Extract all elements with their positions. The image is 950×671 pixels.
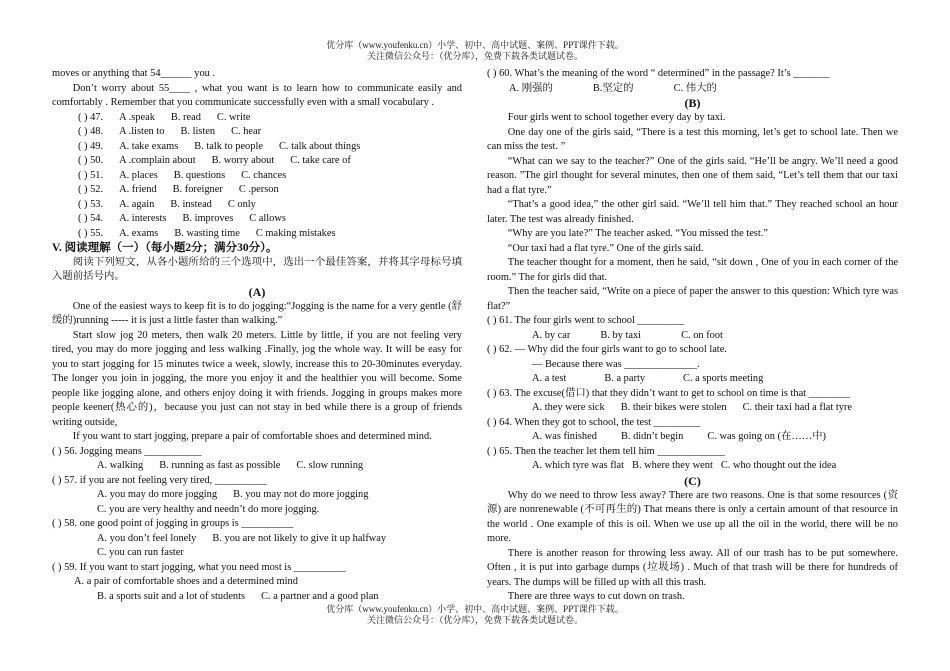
question-row: ( ) 48. A .listen to B. listen C. hear bbox=[78, 126, 262, 137]
cloze-text: Don’t worry about 55____ , what you want is to learn how to communicate easily and comfortably . Remember that you communicate successfully even with a small vocabulary . bbox=[52, 82, 462, 108]
passage-a-title: (A) bbox=[248, 284, 266, 299]
question-stem: ( ) 65. Then the teacher let them tell him _____________ bbox=[487, 445, 725, 457]
question-row: ( ) 50. A .complain about B. worry about C. take care of bbox=[78, 155, 351, 166]
question-row: ( ) 55. A. exams B. wasting time C making mistakes bbox=[78, 227, 336, 239]
question-options: A. which tyre was flat B. where they went C. who thought out the idea bbox=[532, 460, 837, 471]
passage-b-paragraph: “That’s a good idea,” the other girl said. “We’ll tell him that.” They reached school an hour later. The test was already finished. bbox=[487, 199, 898, 225]
question-stem: ( ) 61. The four girls went to school _________ bbox=[487, 315, 685, 326]
passage-b-paragraph: “Our taxi had a flat tyre.” One of the girls said. bbox=[507, 242, 704, 254]
question-stem: ( ) 63. The excuse(借口) that they didn’t want to get to school on time is that ________ bbox=[487, 387, 851, 399]
passage-c-paragraph: There are three ways to cut down on trash. bbox=[507, 591, 685, 602]
section-title: V. 阅读理解（一）（每小题2分；满分30分）。 bbox=[52, 242, 278, 254]
question-row: ( ) 54. A. interests B. improves C allows bbox=[78, 213, 286, 224]
passage-c-title: (C) bbox=[684, 473, 701, 488]
header-line-2: 关注微信公众号：（优分库），免费下载各类试题试卷。 bbox=[366, 51, 583, 61]
question-stem: ( ) 64. When they got to school, the test _________ bbox=[487, 416, 701, 428]
question-row: ( ) 47. A .speak B. read C. write bbox=[78, 111, 251, 123]
question-options: B. a sports suit and a lot of students C. a partner and a good plan bbox=[97, 590, 379, 602]
question-stem: ( ) 58. one good point of jogging in groups is __________ bbox=[52, 518, 294, 529]
footer-line-2: 关注微信公众号：（优分库），免费下载各类试题试卷。 bbox=[366, 615, 583, 625]
question-row: ( ) 51. A. places B. questions C. chances bbox=[78, 169, 287, 181]
question-row: ( ) 53. A. again B. instead C only bbox=[78, 198, 256, 210]
passage-a-paragraph: One of the easiest ways to keep fit is to do jogging:“Jogging is the name for a very gentle (舒缓的)running ----- it is just a little faster than walking.” bbox=[52, 300, 462, 326]
right-column bbox=[487, 67, 898, 605]
passage-b-paragraph: The teacher thought for a moment, then he said, “sit down , One of you in each corner of the room.” The for girls did that. bbox=[487, 257, 898, 283]
question-options: A. by car B. by taxi C. on foot bbox=[532, 329, 723, 341]
question-stem: ( ) 59. If you want to start jogging, what you need most is __________ bbox=[52, 561, 346, 573]
passage-b-paragraph: “What can we say to the teacher?” One of the girls said. “He’ll be angry. We’ll need a good reason. ”The girl thought for several minutes, then one of them said, “Let’s tell them that our taxi had a flat tyre.” bbox=[487, 155, 898, 196]
cloze-text: moves or anything that 54______ you . bbox=[52, 68, 216, 79]
question-options: A. a test B. a party C. a sports meeting bbox=[532, 373, 764, 384]
question-row: ( ) 49. A. take exams B. talk to people C. talk about things bbox=[78, 140, 361, 152]
section-instructions: 阅读下列短文，从各小题所给的三个选项中，选出一个最佳答案，并将其字母标号填入题前括号内。 bbox=[52, 256, 462, 282]
passage-a-paragraph: If you want to start jogging, prepare a pair of comfortable shoes and determined mind. bbox=[72, 431, 432, 442]
page-header bbox=[0, 40, 950, 62]
passage-b-paragraph: One day one of the girls said, “There is a test this morning, let’s get to school late. Then we can miss the test. ” bbox=[487, 126, 898, 152]
question-options: A. they were sick B. their bikes were stolen C. their taxi had a flat tyre bbox=[532, 402, 852, 413]
question-sub-stem: — Because there was ______________. bbox=[532, 358, 700, 370]
passage-b-title: (B) bbox=[684, 96, 701, 110]
question-option: A. a pair of comfortable shoes and a determined mind bbox=[74, 576, 298, 587]
question-options: A. you don’t feel lonely B. you are not likely to give it up halfway bbox=[97, 532, 387, 544]
cloze-questions bbox=[78, 111, 462, 242]
passage-c-paragraph: Why do we need to throw less away? There are two reasons. One is that some resources (资源) are nonrenewable (不可再生的) That means there is only a certain amount of that resource in the world . One example of this is oil. When we use up all the oil in the world, there will be no more. bbox=[487, 489, 898, 544]
question-stem: ( ) 56. Jogging means ___________ bbox=[52, 445, 202, 457]
header-line-1: 优分库（www.youfenku.cn）小学、初中、高中试题、案例、PPT课件下载。 bbox=[326, 40, 624, 50]
passage-b-paragraph: “Why are you late?” The teacher asked. “You missed the test.” bbox=[507, 228, 768, 239]
question-options: A. 刚强的 B.坚定的 C. 伟大的 bbox=[509, 82, 717, 94]
question-stem: ( ) 57. if you are not feeling very tired, __________ bbox=[52, 474, 267, 486]
passage-b-paragraph: Four girls went to school together every day by taxi. bbox=[507, 112, 726, 123]
footer-line-1: 优分库（www.youfenku.cn）小学、初中、高中试题、案例、PPT课件下载。 bbox=[326, 604, 624, 614]
question-row: ( ) 52. A. friend B. foreigner C .person bbox=[78, 184, 279, 195]
question-stem: ( ) 62. — Why did the four girls want to go to school late. bbox=[487, 344, 727, 355]
question-options: A. was finished B. didn’t begin C. was going on (在……中) bbox=[532, 431, 827, 442]
question-options: A. walking B. running as fast as possible C. slow running bbox=[97, 460, 364, 471]
passage-a-paragraph: Start slow jog 20 meters, then walk 20 meters. Little by little, if you are not feeling very tired, you may do more jogging and less walking .Finally, jog the whole way. It will be easy for you to start jogging for 15 minutes twice a week, slowly, increase this to 20-30minutes everyday. The longer you join in jogging, the more you enjoy it and the healthier you will become. Some people like jogging alone, and others enjoy doing it with friends. Jogging in groups makes more people keener(热心的)，because you just can not stay in bed while there is a group of friends writing outside, bbox=[52, 329, 462, 428]
question-options: A. you may do more jogging B. you may not do more jogging bbox=[97, 489, 369, 500]
left-column bbox=[52, 67, 462, 604]
passage-b-paragraph: Then the teacher said, “Write on a piece of paper the answer to this question: Which tyre was flat?” bbox=[487, 286, 898, 312]
passage-c-paragraph: There is another reason for throwing less away. All of our trash has to be put somewhere. Often , it is put into garbage dumps (垃圾场) . Much of that trash will be there for hundreds of years. The dumps will be filled up with all this trash. bbox=[487, 547, 898, 588]
question-option: C. you can run faster bbox=[97, 547, 184, 558]
question-stem: ( ) 60. What’s the meaning of the word “ determined” in the passage? It’s _______ bbox=[487, 68, 830, 79]
question-option: C. you are very healthy and needn’t do more jogging. bbox=[97, 503, 320, 515]
page-footer bbox=[0, 604, 950, 626]
